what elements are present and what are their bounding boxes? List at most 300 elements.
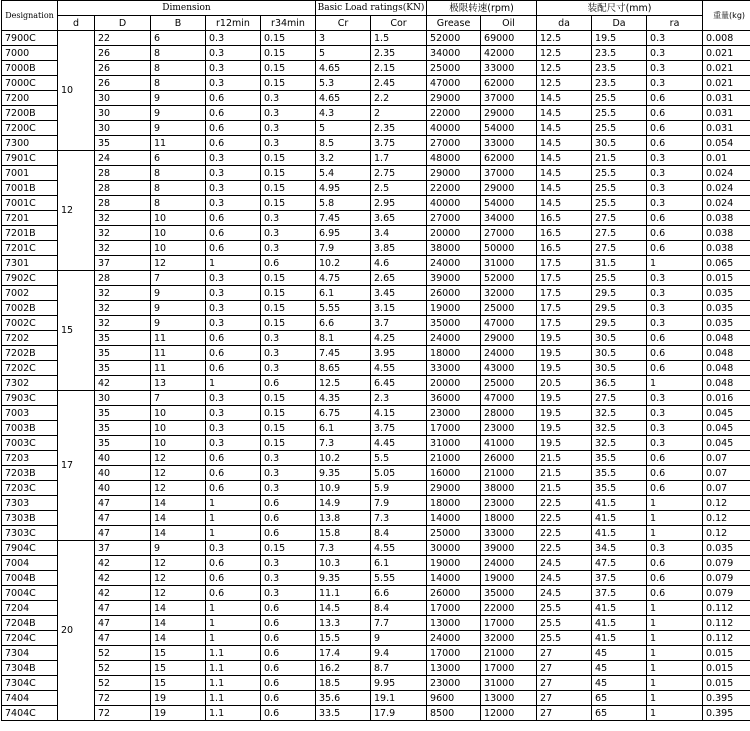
cell-grease: 20000 (427, 376, 481, 391)
cell-b: 11 (151, 136, 206, 151)
cell-b: 11 (151, 346, 206, 361)
cell-ra: 0.3 (647, 391, 703, 406)
cell-outer-da: 25.5 (592, 91, 647, 106)
header-basic-load: Basic Load ratings(KN) (316, 1, 427, 16)
cell-oil: 19000 (481, 571, 537, 586)
cell-r12min: 0.3 (206, 271, 261, 286)
cell-ra: 0.3 (647, 301, 703, 316)
cell-grease: 14000 (427, 511, 481, 526)
cell-oil: 41000 (481, 436, 537, 451)
cell-da: 17.5 (537, 271, 592, 286)
cell-cor: 9.95 (371, 676, 427, 691)
cell-r12min: 0.6 (206, 586, 261, 601)
cell-r12min: 0.3 (206, 31, 261, 46)
cell-b: 10 (151, 421, 206, 436)
cell-outer-da: 37.5 (592, 571, 647, 586)
cell-b: 15 (151, 676, 206, 691)
cell-oil: 26000 (481, 451, 537, 466)
cell-cr: 8.5 (316, 136, 371, 151)
cell-da: 14.5 (537, 136, 592, 151)
cell-outer-d: 35 (95, 136, 151, 151)
cell-b: 10 (151, 436, 206, 451)
cell-oil: 25000 (481, 301, 537, 316)
cell-designation: 7304 (2, 646, 58, 661)
cell-outer-d: 52 (95, 646, 151, 661)
cell-r34min: 0.3 (261, 451, 316, 466)
table-row (2, 166, 750, 181)
cell-outer-d: 47 (95, 496, 151, 511)
cell-cr: 15.5 (316, 631, 371, 646)
cell-cr: 7.3 (316, 436, 371, 451)
cell-cr: 10.9 (316, 481, 371, 496)
cell-designation: 7302 (2, 376, 58, 391)
header-designation: Designation (2, 1, 58, 31)
cell-outer-d: 28 (95, 181, 151, 196)
cell-r12min: 0.3 (206, 391, 261, 406)
cell-cr: 13.8 (316, 511, 371, 526)
cell-b: 9 (151, 121, 206, 136)
table-row (2, 436, 750, 451)
cell-mass: 0.045 (703, 436, 750, 451)
cell-b: 9 (151, 106, 206, 121)
cell-grease: 39000 (427, 271, 481, 286)
cell-designation: 7004B (2, 571, 58, 586)
cell-b: 14 (151, 496, 206, 511)
cell-designation: 7304C (2, 676, 58, 691)
cell-outer-da: 30.5 (592, 136, 647, 151)
cell-outer-da: 45 (592, 661, 647, 676)
cell-grease: 24000 (427, 331, 481, 346)
cell-outer-d: 35 (95, 331, 151, 346)
cell-outer-da: 41.5 (592, 601, 647, 616)
cell-da: 14.5 (537, 166, 592, 181)
header-outer-d: D (95, 16, 151, 31)
cell-designation: 7004 (2, 556, 58, 571)
cell-b: 11 (151, 361, 206, 376)
cell-cor: 4.6 (371, 256, 427, 271)
cell-r34min: 0.15 (261, 436, 316, 451)
cell-designation: 7202C (2, 361, 58, 376)
cell-oil: 62000 (481, 151, 537, 166)
cell-outer-d: 32 (95, 241, 151, 256)
cell-designation: 7904C (2, 541, 58, 556)
cell-cor: 8.4 (371, 601, 427, 616)
cell-designation: 7003B (2, 421, 58, 436)
cell-outer-d: 40 (95, 481, 151, 496)
cell-r12min: 0.3 (206, 406, 261, 421)
cell-outer-da: 32.5 (592, 436, 647, 451)
cell-cr: 18.5 (316, 676, 371, 691)
cell-grease: 19000 (427, 301, 481, 316)
cell-da: 22.5 (537, 496, 592, 511)
table-row (2, 541, 750, 556)
cell-cor: 4.15 (371, 406, 427, 421)
cell-outer-da: 45 (592, 676, 647, 691)
cell-r34min: 0.15 (261, 196, 316, 211)
cell-cr: 8.1 (316, 331, 371, 346)
cell-r34min: 0.3 (261, 241, 316, 256)
cell-b: 10 (151, 241, 206, 256)
cell-mass: 0.048 (703, 346, 750, 361)
cell-mass: 0.048 (703, 361, 750, 376)
cell-mass: 0.12 (703, 526, 750, 541)
header-row-groups (2, 1, 750, 16)
cell-outer-d: 26 (95, 61, 151, 76)
cell-designation: 7903C (2, 391, 58, 406)
cell-r34min: 0.3 (261, 571, 316, 586)
cell-da: 17.5 (537, 301, 592, 316)
cell-cr: 5.3 (316, 76, 371, 91)
table-row (2, 196, 750, 211)
cell-mass: 0.024 (703, 166, 750, 181)
cell-r12min: 1 (206, 526, 261, 541)
cell-mass: 0.015 (703, 676, 750, 691)
cell-oil: 25000 (481, 376, 537, 391)
cell-mass: 0.015 (703, 661, 750, 676)
cell-outer-d: 35 (95, 406, 151, 421)
cell-mass: 0.021 (703, 61, 750, 76)
cell-r34min: 0.15 (261, 541, 316, 556)
cell-b: 8 (151, 46, 206, 61)
cell-grease: 25000 (427, 61, 481, 76)
cell-oil: 54000 (481, 196, 537, 211)
cell-mass: 0.065 (703, 256, 750, 271)
table-row (2, 466, 750, 481)
cell-r12min: 1 (206, 631, 261, 646)
cell-oil: 50000 (481, 241, 537, 256)
cell-oil: 17000 (481, 661, 537, 676)
cell-b: 14 (151, 511, 206, 526)
cell-cr: 10.2 (316, 451, 371, 466)
cell-b: 6 (151, 151, 206, 166)
cell-b: 19 (151, 706, 206, 721)
cell-cor: 3.15 (371, 301, 427, 316)
cell-r12min: 0.6 (206, 211, 261, 226)
table-row (2, 616, 750, 631)
cell-outer-d: 35 (95, 421, 151, 436)
cell-r34min: 0.3 (261, 331, 316, 346)
cell-oil: 39000 (481, 541, 537, 556)
cell-b: 8 (151, 76, 206, 91)
cell-r12min: 0.6 (206, 466, 261, 481)
cell-oil: 23000 (481, 421, 537, 436)
cell-mass: 0.021 (703, 46, 750, 61)
cell-cor: 2.15 (371, 61, 427, 76)
cell-r34min: 0.15 (261, 151, 316, 166)
cell-designation: 7404 (2, 691, 58, 706)
cell-outer-d: 24 (95, 151, 151, 166)
cell-da: 12.5 (537, 46, 592, 61)
cell-r12min: 0.6 (206, 346, 261, 361)
cell-cor: 1.7 (371, 151, 427, 166)
cell-b: 8 (151, 61, 206, 76)
cell-ra: 1 (647, 601, 703, 616)
cell-oil: 21000 (481, 646, 537, 661)
cell-ra: 1 (647, 616, 703, 631)
header-mounting: 装配尺寸(mm) (537, 1, 703, 16)
cell-designation: 7201 (2, 211, 58, 226)
cell-outer-d: 32 (95, 316, 151, 331)
cell-r12min: 0.3 (206, 181, 261, 196)
cell-da: 22.5 (537, 511, 592, 526)
cell-da: 14.5 (537, 151, 592, 166)
table-row (2, 496, 750, 511)
cell-cr: 4.65 (316, 91, 371, 106)
cell-ra: 0.6 (647, 136, 703, 151)
cell-r34min: 0.6 (261, 376, 316, 391)
cell-b: 15 (151, 661, 206, 676)
cell-mass: 0.079 (703, 586, 750, 601)
cell-r34min: 0.6 (261, 631, 316, 646)
cell-da: 12.5 (537, 61, 592, 76)
header-row-sub (2, 16, 750, 31)
cell-b: 10 (151, 226, 206, 241)
header-b: B (151, 16, 206, 31)
cell-da: 24.5 (537, 571, 592, 586)
header-grease: Grease (427, 16, 481, 31)
cell-outer-da: 65 (592, 691, 647, 706)
cell-oil: 24000 (481, 556, 537, 571)
cell-ra: 0.3 (647, 196, 703, 211)
cell-ra: 0.3 (647, 46, 703, 61)
cell-designation: 7204C (2, 631, 58, 646)
cell-cr: 6.6 (316, 316, 371, 331)
cell-r34min: 0.6 (261, 601, 316, 616)
cell-grease: 34000 (427, 46, 481, 61)
cell-oil: 33000 (481, 61, 537, 76)
cell-b: 13 (151, 376, 206, 391)
cell-r34min: 0.15 (261, 31, 316, 46)
cell-r34min: 0.6 (261, 676, 316, 691)
cell-r12min: 0.6 (206, 241, 261, 256)
cell-ra: 1 (647, 526, 703, 541)
cell-outer-da: 32.5 (592, 421, 647, 436)
cell-grease: 21000 (427, 451, 481, 466)
cell-b: 11 (151, 331, 206, 346)
cell-mass: 0.038 (703, 226, 750, 241)
cell-da: 16.5 (537, 226, 592, 241)
cell-ra: 1 (647, 646, 703, 661)
cell-bore-d: 20 (58, 541, 95, 721)
cell-mass: 0.12 (703, 511, 750, 526)
cell-cr: 4.3 (316, 106, 371, 121)
cell-oil: 32000 (481, 631, 537, 646)
cell-designation: 7003 (2, 406, 58, 421)
table-row (2, 661, 750, 676)
cell-designation: 7202 (2, 331, 58, 346)
cell-outer-d: 47 (95, 601, 151, 616)
cell-oil: 62000 (481, 76, 537, 91)
cell-b: 14 (151, 601, 206, 616)
cell-b: 9 (151, 286, 206, 301)
cell-ra: 0.6 (647, 466, 703, 481)
cell-mass: 0.01 (703, 151, 750, 166)
cell-r34min: 0.6 (261, 526, 316, 541)
cell-outer-da: 27.5 (592, 391, 647, 406)
cell-b: 8 (151, 181, 206, 196)
cell-designation: 7200C (2, 121, 58, 136)
cell-ra: 0.6 (647, 481, 703, 496)
cell-oil: 33000 (481, 526, 537, 541)
cell-mass: 0.035 (703, 316, 750, 331)
cell-designation: 7902C (2, 271, 58, 286)
cell-da: 16.5 (537, 241, 592, 256)
cell-cr: 4.75 (316, 271, 371, 286)
cell-mass: 0.054 (703, 136, 750, 151)
cell-da: 21.5 (537, 451, 592, 466)
cell-grease: 17000 (427, 421, 481, 436)
table-row (2, 511, 750, 526)
cell-ra: 1 (647, 511, 703, 526)
cell-r12min: 0.6 (206, 556, 261, 571)
table-row (2, 226, 750, 241)
cell-cor: 2.95 (371, 196, 427, 211)
cell-r12min: 1 (206, 511, 261, 526)
cell-da: 17.5 (537, 316, 592, 331)
cell-r12min: 0.6 (206, 451, 261, 466)
header-da: da (537, 16, 592, 31)
header-oil: Oil (481, 16, 537, 31)
cell-outer-d: 37 (95, 541, 151, 556)
cell-da: 19.5 (537, 361, 592, 376)
cell-da: 19.5 (537, 391, 592, 406)
cell-da: 19.5 (537, 421, 592, 436)
cell-da: 22.5 (537, 541, 592, 556)
cell-designation: 7001B (2, 181, 58, 196)
cell-cor: 2.2 (371, 91, 427, 106)
cell-grease: 36000 (427, 391, 481, 406)
cell-da: 12.5 (537, 31, 592, 46)
cell-r34min: 0.6 (261, 706, 316, 721)
cell-grease: 40000 (427, 121, 481, 136)
cell-designation: 7002C (2, 316, 58, 331)
cell-r34min: 0.3 (261, 466, 316, 481)
cell-da: 27 (537, 661, 592, 676)
cell-cor: 3.95 (371, 346, 427, 361)
cell-mass: 0.031 (703, 91, 750, 106)
cell-ra: 0.3 (647, 31, 703, 46)
cell-cr: 14.5 (316, 601, 371, 616)
cell-cr: 35.6 (316, 691, 371, 706)
header-r12min: r12min (206, 16, 261, 31)
cell-da: 17.5 (537, 256, 592, 271)
cell-cor: 9 (371, 631, 427, 646)
cell-outer-d: 47 (95, 526, 151, 541)
cell-r12min: 1.1 (206, 646, 261, 661)
cell-cr: 11.1 (316, 586, 371, 601)
cell-cr: 6.1 (316, 421, 371, 436)
cell-grease: 18000 (427, 346, 481, 361)
cell-outer-da: 30.5 (592, 346, 647, 361)
cell-mass: 0.112 (703, 601, 750, 616)
cell-r34min: 0.15 (261, 301, 316, 316)
cell-r12min: 0.6 (206, 136, 261, 151)
cell-ra: 0.3 (647, 316, 703, 331)
cell-cr: 5 (316, 46, 371, 61)
table-row (2, 151, 750, 166)
table-row (2, 181, 750, 196)
cell-ra: 0.3 (647, 406, 703, 421)
cell-cor: 6.1 (371, 556, 427, 571)
table-row (2, 241, 750, 256)
cell-ra: 0.3 (647, 271, 703, 286)
cell-designation: 7200 (2, 91, 58, 106)
cell-da: 27 (537, 706, 592, 721)
cell-ra: 0.6 (647, 331, 703, 346)
cell-ra: 0.3 (647, 61, 703, 76)
table-row (2, 301, 750, 316)
cell-r12min: 0.3 (206, 76, 261, 91)
cell-designation: 7000B (2, 61, 58, 76)
cell-oil: 37000 (481, 166, 537, 181)
cell-designation: 7001 (2, 166, 58, 181)
cell-ra: 0.3 (647, 421, 703, 436)
cell-designation: 7000C (2, 76, 58, 91)
cell-outer-d: 35 (95, 361, 151, 376)
cell-cor: 3.45 (371, 286, 427, 301)
cell-b: 19 (151, 691, 206, 706)
cell-b: 12 (151, 571, 206, 586)
header-mass: 重量(kg) (703, 1, 750, 31)
cell-da: 19.5 (537, 331, 592, 346)
cell-cr: 6.75 (316, 406, 371, 421)
cell-oil: 32000 (481, 286, 537, 301)
cell-cor: 7.9 (371, 496, 427, 511)
cell-oil: 29000 (481, 106, 537, 121)
cell-bore-d: 15 (58, 271, 95, 391)
cell-outer-d: 42 (95, 376, 151, 391)
table-row (2, 586, 750, 601)
cell-da: 19.5 (537, 406, 592, 421)
table-row (2, 571, 750, 586)
cell-da: 25.5 (537, 631, 592, 646)
table-row (2, 46, 750, 61)
cell-grease: 25000 (427, 526, 481, 541)
cell-cr: 10.2 (316, 256, 371, 271)
cell-ra: 0.3 (647, 286, 703, 301)
cell-ra: 1 (647, 706, 703, 721)
cell-cr: 8.65 (316, 361, 371, 376)
cell-designation: 7404C (2, 706, 58, 721)
cell-oil: 47000 (481, 316, 537, 331)
table-row (2, 271, 750, 286)
cell-cr: 5.55 (316, 301, 371, 316)
cell-cor: 8.4 (371, 526, 427, 541)
cell-designation: 7203 (2, 451, 58, 466)
table-row (2, 646, 750, 661)
table-row (2, 481, 750, 496)
cell-mass: 0.038 (703, 241, 750, 256)
cell-mass: 0.031 (703, 106, 750, 121)
cell-cor: 4.45 (371, 436, 427, 451)
cell-r12min: 0.6 (206, 361, 261, 376)
cell-outer-da: 30.5 (592, 331, 647, 346)
cell-da: 22.5 (537, 526, 592, 541)
table-row (2, 391, 750, 406)
cell-ra: 0.3 (647, 166, 703, 181)
cell-cr: 33.5 (316, 706, 371, 721)
cell-oil: 34000 (481, 211, 537, 226)
cell-oil: 69000 (481, 31, 537, 46)
bearing-spec-table (1, 0, 750, 721)
cell-cr: 9.35 (316, 466, 371, 481)
cell-outer-da: 29.5 (592, 316, 647, 331)
cell-cr: 6.1 (316, 286, 371, 301)
cell-r12min: 1.1 (206, 706, 261, 721)
cell-mass: 0.048 (703, 376, 750, 391)
cell-outer-d: 52 (95, 676, 151, 691)
cell-cor: 8.7 (371, 661, 427, 676)
